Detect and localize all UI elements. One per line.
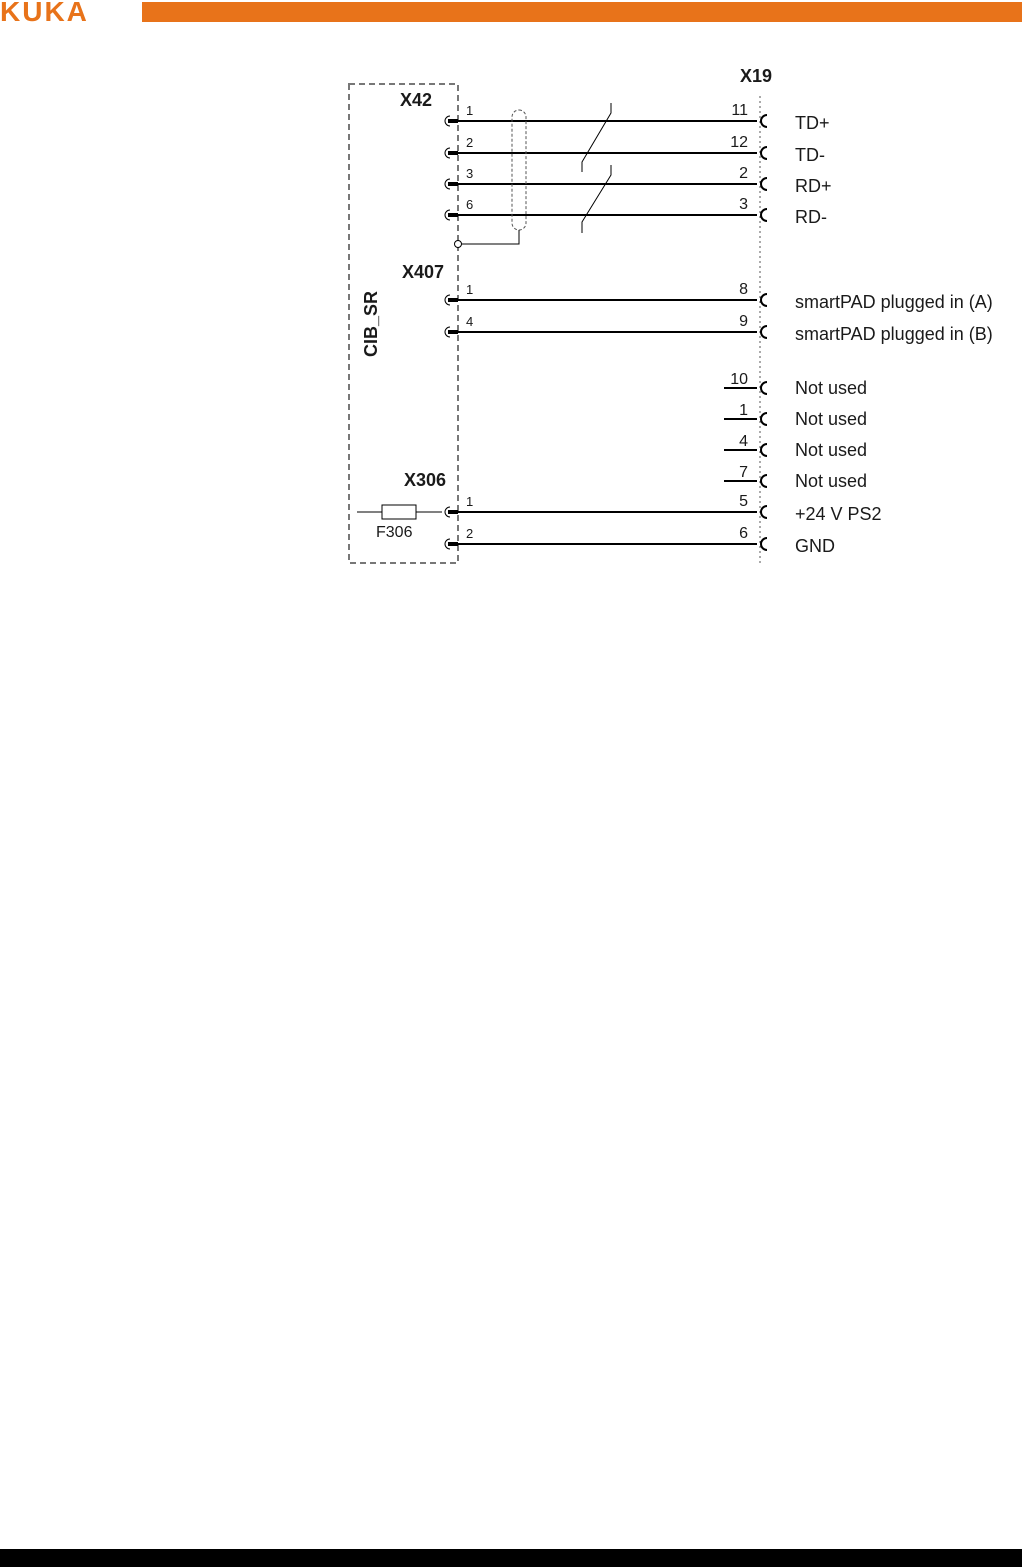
left-pin-marker bbox=[448, 510, 458, 514]
x407-label: X407 bbox=[402, 262, 445, 282]
right-pin-number: 9 bbox=[739, 313, 748, 330]
twisted-pair-mark-td bbox=[582, 103, 611, 172]
left-pin-marker bbox=[448, 542, 458, 546]
signal-label: GND bbox=[795, 536, 835, 556]
fuse-icon bbox=[382, 505, 416, 519]
board-label: CIB_SR bbox=[361, 290, 381, 357]
right-socket-icon bbox=[761, 475, 767, 487]
left-pin-number: 1 bbox=[466, 282, 474, 297]
fuse-label: F306 bbox=[376, 524, 413, 541]
right-pin-number: 12 bbox=[730, 134, 748, 151]
right-pin-number: 11 bbox=[731, 102, 748, 119]
right-socket-icon bbox=[761, 413, 767, 425]
right-pin-number: 5 bbox=[739, 493, 748, 510]
twisted-pair-mark-rd bbox=[582, 165, 611, 233]
left-pin-number: 1 bbox=[466, 494, 474, 509]
x306-label: X306 bbox=[404, 470, 447, 490]
right-pin-number: 4 bbox=[739, 433, 748, 450]
left-pin-marker bbox=[448, 298, 458, 302]
right-socket-icon bbox=[761, 326, 767, 338]
wiring-diagram bbox=[0, 0, 1022, 600]
signal-label: Not used bbox=[795, 440, 868, 460]
kuka-logo: KUKA bbox=[0, 0, 89, 27]
right-socket-icon bbox=[761, 382, 767, 394]
signal-label: smartPAD plugged in (B) bbox=[795, 324, 993, 344]
right-pin-number: 2 bbox=[739, 165, 748, 182]
x42-label: X42 bbox=[400, 90, 433, 110]
right-pin-number: 8 bbox=[739, 281, 748, 298]
right-socket-icon bbox=[761, 115, 767, 127]
right-pin-number: 10 bbox=[730, 371, 748, 388]
left-pin-number: 4 bbox=[466, 314, 474, 329]
signal-label: TD- bbox=[795, 145, 825, 165]
left-pin-marker bbox=[448, 119, 458, 123]
left-pin-marker bbox=[448, 151, 458, 155]
right-socket-icon bbox=[761, 209, 767, 221]
right-socket-icon bbox=[761, 538, 767, 550]
left-pin-number: 6 bbox=[466, 197, 474, 212]
signal-label: smartPAD plugged in (A) bbox=[795, 292, 993, 312]
left-pin-marker bbox=[448, 330, 458, 334]
right-socket-icon bbox=[761, 147, 767, 159]
footer-bar bbox=[0, 1549, 1022, 1567]
cable-shield bbox=[512, 110, 526, 230]
right-socket-icon bbox=[761, 294, 767, 306]
right-pin-number: 6 bbox=[739, 525, 748, 542]
signal-label: RD+ bbox=[795, 176, 832, 196]
wire-rows bbox=[445, 102, 993, 556]
right-socket-icon bbox=[761, 178, 767, 190]
left-pin-number: 3 bbox=[466, 166, 474, 181]
x19-label: X19 bbox=[740, 66, 773, 86]
right-socket-icon bbox=[761, 506, 767, 518]
shield-ground-wire bbox=[458, 230, 519, 244]
right-pin-number: 3 bbox=[739, 196, 748, 213]
signal-label: +24 V PS2 bbox=[795, 504, 882, 524]
left-pin-number: 2 bbox=[466, 526, 474, 541]
left-pin-number: 1 bbox=[466, 103, 474, 118]
signal-label: TD+ bbox=[795, 113, 830, 133]
left-pin-number: 2 bbox=[466, 135, 474, 150]
right-socket-icon bbox=[761, 444, 767, 456]
left-pin-marker bbox=[448, 182, 458, 186]
signal-label: Not used bbox=[795, 409, 868, 429]
right-pin-number: 7 bbox=[739, 464, 748, 481]
left-pin-marker bbox=[448, 213, 458, 217]
shield-ground-terminal bbox=[455, 241, 462, 248]
signal-label: Not used bbox=[795, 378, 868, 398]
right-pin-number: 1 bbox=[739, 402, 748, 419]
signal-label: RD- bbox=[795, 207, 827, 227]
signal-label: Not used bbox=[795, 471, 868, 491]
